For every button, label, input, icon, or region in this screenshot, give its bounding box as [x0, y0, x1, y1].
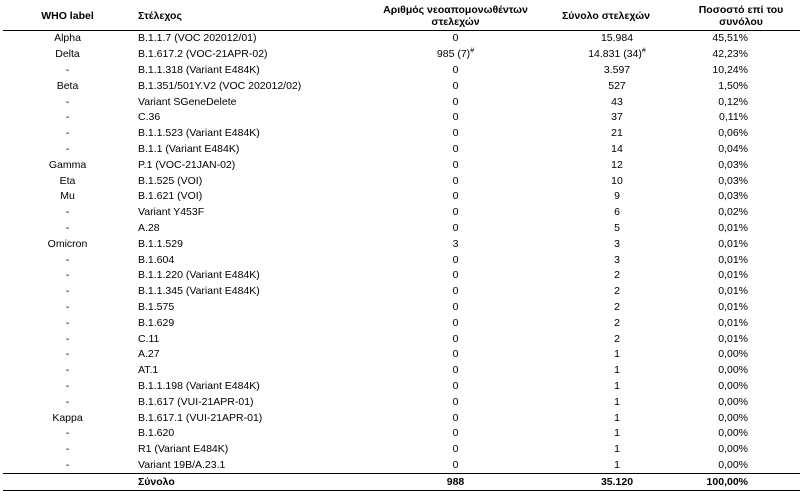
total-cell: 5: [614, 221, 620, 234]
strain-cell: B.1.620: [138, 427, 175, 440]
total-cell: 12: [611, 158, 623, 171]
strain-cell: C.11: [138, 332, 160, 345]
who-label-cell: Omicron: [47, 237, 88, 250]
table-row: [3, 347, 800, 363]
percent-cell: 0,03%: [718, 174, 748, 187]
who-label-cell: Gamma: [48, 158, 87, 171]
percent-cell: 0,01%: [718, 253, 748, 266]
table-row: [3, 379, 800, 395]
isolated-cell: 0: [452, 32, 459, 45]
header-percent: Ποσοστό επί του συνόλου: [682, 2, 800, 31]
who-label-cell: -: [65, 379, 70, 392]
header-who-label: WHO label: [3, 2, 132, 31]
total-cell: 527: [608, 79, 626, 92]
isolated-cell: 0: [452, 443, 459, 456]
table-header: [3, 2, 800, 31]
total-cell: 1: [614, 379, 620, 392]
isolated-cell: 0: [452, 285, 459, 298]
percent-cell: 0,00%: [718, 443, 748, 456]
isolated-cell: 0: [452, 300, 459, 313]
total-cell: 43: [611, 95, 623, 108]
isolated-cell: 0: [452, 95, 459, 108]
who-label-cell: -: [65, 285, 70, 298]
total-cell: 3: [614, 253, 620, 266]
isolated-cell: 0: [452, 364, 459, 377]
total-cell: 9: [614, 190, 620, 203]
isolated-cell: 0: [452, 127, 459, 140]
header-strain: Στέλεχος: [132, 2, 359, 31]
isolated-cell: 0: [452, 63, 459, 76]
table-row: [3, 252, 800, 268]
percent-cell: 0,12%: [718, 95, 748, 108]
isolated-cell: 3: [452, 237, 459, 250]
isolated-cell: 0: [452, 395, 459, 408]
who-label-cell: -: [65, 95, 70, 108]
percent-cell: 0,00%: [718, 395, 748, 408]
percent-cell: 0,00%: [718, 411, 748, 424]
total-cell: 1: [614, 348, 620, 361]
isolated-cell: 0: [452, 348, 459, 361]
who-label-cell: -: [65, 332, 70, 345]
table-row: [3, 94, 800, 110]
strain-cell: B.1.1.220 (Variant E484K): [138, 269, 260, 282]
isolated-cell: 0: [452, 158, 459, 171]
table-row: [3, 363, 800, 379]
isolated-cell: 0: [452, 174, 459, 187]
isolated-cell: 0: [452, 190, 459, 203]
percent-cell: 0,01%: [718, 332, 748, 345]
who-label-cell: -: [65, 253, 70, 266]
total-cell: 10: [611, 174, 623, 187]
total-cell: 1: [614, 395, 620, 408]
percent-cell: 0,01%: [718, 237, 748, 250]
strain-cell: B.1.1.198 (Variant E484K): [138, 379, 260, 392]
percent-cell: 0,01%: [718, 285, 748, 298]
table-row: [3, 284, 800, 300]
isolated-cell: 0: [452, 206, 459, 219]
strain-cell: B.1.1 (Variant E484K): [138, 142, 240, 155]
isolated-cell: 0: [452, 269, 459, 282]
isolated-cell: 0: [452, 111, 459, 124]
who-label-cell: -: [65, 316, 70, 329]
strain-cell: B.1.1.529: [138, 237, 183, 250]
isolated-cell: 0: [452, 379, 459, 392]
strain-cell: R1 (Variant E484K): [138, 443, 229, 456]
isolated-cell: 0: [452, 411, 459, 424]
table-row: [3, 63, 800, 79]
table-row: [3, 458, 800, 474]
summary-who: [3, 474, 132, 491]
who-label-cell: -: [65, 111, 70, 124]
table-row: [3, 31, 800, 47]
total-cell: 2: [614, 316, 620, 329]
who-label-cell: Eta: [59, 174, 76, 187]
table-row: [3, 236, 800, 252]
percent-cell: 1,50%: [718, 79, 748, 92]
strain-cell: A.27: [138, 348, 160, 361]
total-cell: 1: [614, 364, 620, 377]
who-label-cell: -: [65, 348, 70, 361]
summary-label: Σύνολο: [132, 474, 359, 491]
table-row: [3, 173, 800, 189]
isolated-cell: 985 (7)#: [436, 47, 475, 61]
percent-cell: 0,11%: [719, 111, 748, 124]
who-label-cell: -: [65, 127, 70, 140]
total-cell: 1: [614, 458, 620, 471]
table-row: [3, 426, 800, 442]
total-cell: 2: [614, 285, 620, 298]
who-label-cell: Delta: [55, 48, 80, 61]
total-cell: 15.984: [600, 32, 634, 45]
percent-cell: 0,00%: [718, 348, 748, 361]
total-cell: 14.831 (34)#: [588, 47, 646, 61]
total-cell: 2: [614, 269, 620, 282]
summary-row: [3, 474, 800, 491]
total-cell: 14: [611, 142, 623, 155]
who-label-cell: Beta: [56, 79, 79, 92]
table-row: [3, 110, 800, 126]
isolated-cell: 0: [452, 79, 459, 92]
strain-cell: B.1.629: [138, 316, 175, 329]
total-cell: 2: [614, 332, 620, 345]
table-row: [3, 315, 800, 331]
strain-cell: B.1.525 (VOI): [138, 174, 203, 187]
total-cell: 1: [614, 427, 620, 440]
percent-cell: 0,02%: [718, 206, 748, 219]
strain-cell: Variant 19B/A.23.1: [138, 458, 226, 471]
table-row: [3, 142, 800, 158]
who-label-cell: -: [65, 142, 70, 155]
strain-cell: AT.1: [138, 364, 159, 377]
who-label-cell: -: [65, 427, 70, 440]
strain-cell: Variant SGeneDelete: [138, 95, 237, 108]
strain-cell: B.1.617.1 (VUI-21APR-01): [138, 411, 263, 424]
percent-cell: 0,01%: [718, 316, 748, 329]
total-cell: 37: [611, 111, 623, 124]
percent-cell: 0,04%: [718, 142, 748, 155]
total-cell: 3.597: [603, 63, 631, 76]
total-cell: 2: [614, 300, 620, 313]
who-label-cell: -: [65, 458, 70, 471]
percent-cell: 0,01%: [718, 221, 748, 234]
table-row: [3, 189, 800, 205]
table-row: [3, 331, 800, 347]
strain-cell: B.1.351/501Y.V2 (VOC 202012/02): [138, 79, 302, 92]
percent-cell: 0,00%: [718, 458, 748, 471]
who-label-cell: Kappa: [52, 411, 83, 424]
variants-table: [3, 2, 800, 491]
who-label-cell: -: [65, 443, 70, 456]
isolated-cell: 0: [452, 427, 459, 440]
percent-cell: 10,24%: [712, 63, 748, 76]
strain-cell: B.1.1.7 (VOC 202012/01): [138, 32, 257, 45]
table-row: [3, 221, 800, 237]
total-cell: 21: [611, 127, 623, 140]
isolated-cell: 0: [452, 316, 459, 329]
header-total: Σύνολο στελεχών: [552, 2, 682, 31]
header-row: [3, 2, 800, 31]
strain-cell: B.1.1.345 (Variant E484K): [138, 285, 260, 298]
table-body: [3, 31, 800, 491]
table-row: [3, 126, 800, 142]
percent-cell: 0,06%: [718, 127, 748, 140]
table-row: [3, 410, 800, 426]
isolated-cell: 0: [452, 142, 459, 155]
percent-cell: 0,00%: [718, 379, 748, 392]
who-label-cell: Alpha: [54, 32, 81, 45]
table-row: [3, 205, 800, 221]
strain-cell: P.1 (VOC-21JAN-02): [138, 158, 236, 171]
isolated-cell: 0: [452, 253, 459, 266]
table-row: [3, 47, 800, 63]
percent-cell: 0,00%: [718, 427, 748, 440]
strain-cell: B.1.1.318 (Variant E484K): [138, 63, 260, 76]
who-label-cell: -: [65, 269, 70, 282]
who-label-cell: -: [65, 206, 70, 219]
percent-cell: 42,23%: [712, 48, 748, 61]
total-cell: 1: [614, 443, 620, 456]
strain-cell: B.1.604: [138, 253, 175, 266]
percent-cell: 0,03%: [718, 158, 748, 171]
table-row: [3, 268, 800, 284]
who-label-cell: Mu: [60, 190, 75, 203]
table-row: [3, 394, 800, 410]
total-cell: 3: [614, 237, 620, 250]
strain-cell: Variant Y453F: [138, 206, 205, 219]
strain-cell: B.1.617.2 (VOC-21APR-02): [138, 48, 268, 61]
strain-cell: C.36: [138, 111, 161, 124]
strain-cell: B.1.1.523 (Variant E484K): [138, 127, 260, 140]
percent-cell: 0,01%: [718, 269, 748, 282]
strain-cell: B.1.575: [138, 300, 175, 313]
summary-isolated: 988: [359, 474, 552, 491]
who-label-cell: -: [65, 364, 70, 377]
who-label-cell: -: [65, 221, 70, 234]
isolated-cell: 0: [452, 221, 459, 234]
isolated-cell: 0: [452, 332, 459, 345]
table-row: [3, 78, 800, 94]
who-label-cell: -: [65, 395, 70, 408]
percent-cell: 0,01%: [718, 300, 748, 313]
table-row: [3, 442, 800, 458]
who-label-cell: -: [65, 300, 70, 313]
percent-cell: 0,00%: [718, 364, 748, 377]
header-isolated: Αριθμός νεοαπομονωθέντων στελεχών: [359, 2, 552, 31]
total-cell: 1: [614, 411, 620, 424]
who-label-cell: -: [65, 63, 70, 76]
strain-cell: B.1.621 (VOI): [138, 190, 203, 203]
strain-cell: A.28: [138, 221, 160, 234]
table-row: [3, 300, 800, 316]
isolated-cell: 0: [452, 458, 459, 471]
strain-cell: B.1.617 (VUI-21APR-01): [138, 395, 254, 408]
percent-cell: 45,51%: [712, 32, 748, 45]
table-row: [3, 157, 800, 173]
summary-total: 35.120: [552, 474, 682, 491]
total-cell: 6: [614, 206, 620, 219]
percent-cell: 0,03%: [718, 190, 748, 203]
summary-percent: 100,00%: [682, 474, 800, 491]
